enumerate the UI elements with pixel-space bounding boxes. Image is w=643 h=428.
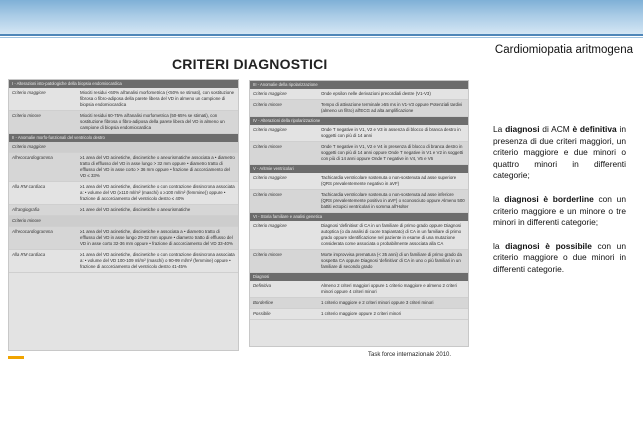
row-key: Alla RM cardiaca [12,252,46,257]
row-key: All'ecocardiogramma [12,155,53,160]
table-row [250,250,468,273]
note-definitive [493,124,626,182]
row-value: Onde epsilon nelle derivazioni precordiali destre (V1-V3) [321,91,431,96]
note-emphasis: diagnosi [504,193,539,204]
table-row [9,182,238,205]
header-divider [0,34,643,36]
row-value: Onde T negative in V1, V2 e V4 in presenza di blocco di branca destro in soggetti con più di 14 anni oppure Onde T negative in V1 e V2 in soggetti con più di 14 anni oppure Onde T negative in V4, V5 e V6 [321,144,464,161]
section-heading: II - Anomalie morfo-funzionali del ventricolo destro [9,134,238,142]
note-text: la [493,193,505,204]
section-heading: Diagnosi [250,273,468,281]
row-value: Diagnosi 'definitiva' di CA in un familiare di primo grado oppure Diagnosi autoptica (o da analisi di cuore trapiantato) di CA in un familiare di primo grado oppure Identificazione nel paziente in esame di una mutazione considerata come associata o probabilmente associata alla CA [321,223,462,246]
section-heading: III - Anomalie della ripolarizzazione [250,81,468,89]
row-value [77,216,238,226]
note-text: di ACM [539,124,573,134]
table-row [250,190,468,213]
table-row [250,221,468,250]
row-key: Criterio maggiore [253,91,287,96]
table-row [9,250,238,273]
section-heading: V - Aritmie ventricolari [250,165,468,173]
table-row [250,281,468,298]
note-emphasis: diagnosi [505,240,540,251]
table-row [9,205,238,216]
row-key: Criterio minore [12,113,41,118]
row-key: All'ecocardiogramma [12,229,53,234]
table-row [250,309,468,320]
note-text: con un criterio maggiore o due minori in differenti categorie. [493,240,626,274]
row-value: Morte improvvisa prematura (< 35 anni) di un familiare di primo grado da sospetta CA oppure Diagnosi 'definitiva' di CA in uno o più familiari in un familiare di secondo grado [321,252,462,269]
table-row [9,142,238,153]
criteria-table-right-image [249,80,469,347]
section-heading: I - Alterazioni isto-patologiche della biopsia endomiocardica [9,80,238,88]
row-value: Miociti residui <60% all'analisi morfometrica (<50% se stimati), con sostituzione fibrosa o fibro-adiposa della parete libera del VD in almeno un campione di biopsia endomiocardica [80,90,235,107]
row-key: Borderline [253,300,274,305]
row-key: Criterio minore [12,218,41,223]
row-key: Criterio maggiore [253,127,287,132]
table-row [9,227,238,250]
note-text: La [493,124,506,134]
row-key: Criterio maggiore [12,90,46,95]
row-key: All'angiografia [12,207,40,212]
table-row [250,298,468,309]
table-row [250,100,468,117]
header-bar [0,0,643,34]
table-row [9,216,238,227]
table-row [250,173,468,190]
row-key: Criterio maggiore [253,223,287,228]
criteria-table-left-image [8,79,239,351]
note-borderline [493,194,626,229]
section-heading: VI - Storia familiare e analisi genetica [250,213,468,221]
row-value: 1 criterio maggiore oppure 2 criteri minori [321,311,402,316]
table-row [9,88,238,111]
row-key: Criterio minore [253,192,282,197]
table-row [9,111,238,134]
row-key: Criterio minore [253,102,282,107]
row-key: Possibile [253,311,271,316]
table-row [250,125,468,142]
note-emphasis: è possibile [545,240,592,251]
row-key: Criterio maggiore [253,175,287,180]
accent-dash [8,356,24,359]
row-key: Criterio maggiore [12,144,46,149]
row-value: ≥1 area del VD acinetiche, discinetiche o con contrazione dissincrona associata a: • volume del VD 100-109 ml/m² (maschi) o 90-99 ml/m² (femmine) oppure • frazione di accorciamento del ventricolo destro 41-45% [80,252,235,269]
row-value [77,142,238,152]
header-divider-thin [0,37,643,38]
row-value: 1 criterio maggiore e 2 criteri minori oppure 3 criteri minori [321,300,434,305]
table-row [250,142,468,165]
row-key: Definitiva [253,283,272,288]
note-emphasis: è definitiva [572,124,617,134]
row-key: Alla RM cardiaca [12,184,46,189]
row-key: Criterio minore [253,252,282,257]
row-value: Tachicardia ventricolare sostenuta o non-sostenuta ad asse inferiore (QRS prevalentemente positivo in aVF) o sconosciuto oppure Almeno 500 battiti ectopici ventricolari in somma all'Holter [321,192,465,209]
row-value: Tempo di attivazione terminale ≥55 ms in V1-V3 oppure Potenziali tardivi (almeno un filtro) all'ECG ad alta amplificazione [321,102,463,113]
note-emphasis: è borderline [543,193,594,204]
section-heading: IV - Alterazioni della ripolarizzazione [250,117,468,125]
diagnosis-notes [493,124,626,288]
table-row [250,89,468,100]
row-value: Almeno 2 criteri maggiori oppure 1 criterio maggiore e almeno 2 criteri minori oppure 4 criteri minori [321,283,457,294]
row-value: ≥1 aree del VD acinetiche, discinetiche o aneurismatiche [80,207,191,212]
row-value: ≥1 area del VD acinetiche, discinetiche o aneurismatiche associata a • diametro tratto di efflusso del VD in asse lungo > 32 mm oppure • diametro tratto di efflusso del VD in asse corto > 36 mm oppure • frazione di accorciamento del VD ≤ 33% [80,155,235,178]
row-value: Onde T negative in V1, V2 e V3 in assenza di blocco di branca destro in soggetti con più di 14 anni [321,127,461,138]
row-value: Tachicardia ventricolare sostenuta o non-sostenuta ad asse superiore (QRS prevalentemente negativo in aVF) [321,175,457,186]
source-caption: Task force internazionale 2010. [368,352,452,358]
row-value: ≥1 area del VD acinetiche, discinetiche o con contrazione dissincrona associata a: • volume del VD (≥110 ml/m² (maschi) o ≥100 ml/m² (femmine)) oppure • frazione di accorciamento del ventricolo destro ≤ 40% [80,184,235,201]
note-possible [493,241,626,276]
note-emphasis: diagnosi [505,124,540,134]
row-value: ≥1 area del VD acinetiche, discinetiche e associata a • diametro tratto di efflusso del VD in asse lungo 29-32 mm oppure • diametro tratto di efflusso del VD in asse corto 32-36 mm oppure • frazione di accorciamento del VD 33-40% [80,229,233,246]
slide-title: CRITERI DIAGNOSTICI [172,56,328,72]
slide-subtitle: Cardiomiopatia aritmogena [494,44,633,56]
row-key: Criterio minore [253,144,282,149]
note-text: in presenza di due criteri maggiori, un criterio maggiore e due minori o quattro minori in differenti categorie; [493,124,626,181]
note-text: con un criterio maggiore e un minore o tre minori in differenti categorie; [493,193,626,228]
row-value: Miociti residui 60-75% all'analisi morfometrica (50-65% se stimati), con sostituzione fibrosa o fibro-adiposa della parete libera del VD in almeno un campione di biopsia endomiocardica [80,113,225,130]
note-text: la [493,240,506,251]
table-row [9,153,238,182]
